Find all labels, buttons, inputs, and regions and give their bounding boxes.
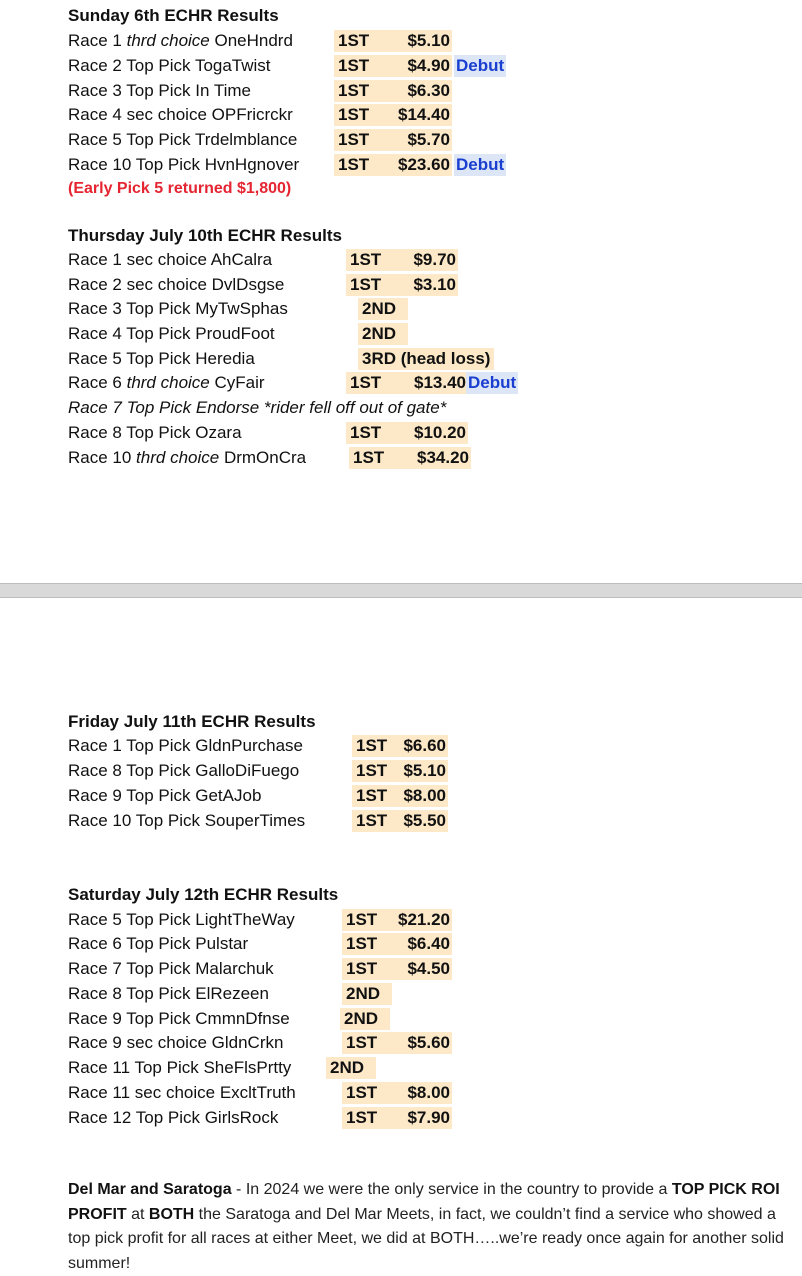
sunday-header: Sunday 6th ECHR Results bbox=[68, 6, 279, 25]
result-row: Race 11 sec choice ExcltTruth 1ST $8.00 bbox=[68, 1083, 450, 1102]
place-badge: 1ST bbox=[349, 447, 411, 469]
result-row: Race 5 Top Pick LightTheWay 1ST $21.20 bbox=[68, 910, 450, 929]
place-badge: 1ST bbox=[334, 55, 402, 77]
place-badge: 1ST bbox=[334, 30, 402, 52]
debut-badge: Debut bbox=[456, 155, 505, 174]
result-row: Race 7 Top Pick Endorse *rider fell off out of gate* bbox=[68, 398, 447, 417]
place-badge: 1ST bbox=[346, 422, 408, 444]
payout: $6.30 bbox=[398, 80, 452, 102]
payout: $8.00 bbox=[394, 785, 448, 807]
payout: $7.90 bbox=[392, 1107, 452, 1129]
friday-header: Friday July 11th ECHR Results bbox=[68, 712, 316, 731]
result-row: Race 4 Top Pick ProudFoot 2ND bbox=[68, 322, 275, 346]
place-badge: 1ST bbox=[352, 785, 398, 807]
payout: $34.20 bbox=[407, 447, 471, 469]
early-pick-note: (Early Pick 5 returned $1,800) bbox=[68, 180, 292, 197]
payout: $6.60 bbox=[394, 735, 448, 757]
place-badge: 2ND bbox=[358, 298, 408, 320]
payout: $4.90 bbox=[398, 55, 452, 77]
result-row: Race 1 Top Pick GldnPurchase 1ST $6.60 bbox=[68, 736, 446, 755]
place-badge: 1ST bbox=[352, 760, 398, 782]
payout: $8.00 bbox=[392, 1082, 452, 1104]
place-badge: 2ND bbox=[358, 323, 408, 345]
result-row: Race 8 Top Pick Ozara 1ST $10.20 bbox=[68, 423, 466, 442]
place-badge: 1ST bbox=[346, 274, 408, 296]
result-row: Race 11 Top Pick SheFlsPrtty 2ND bbox=[68, 1056, 291, 1080]
place-badge: 1ST bbox=[342, 1107, 396, 1129]
result-row: Race 2 sec choice DvlDsgse 1ST $3.10 bbox=[68, 275, 456, 294]
payout: $4.50 bbox=[392, 958, 452, 980]
result-row: Race 5 Top Pick Heredia 3RD (head loss) bbox=[68, 347, 255, 371]
result-row: Race 10 Top Pick SouperTimes 1ST $5.50 bbox=[68, 811, 446, 830]
place-badge: 1ST bbox=[342, 1082, 396, 1104]
place-badge: 1ST bbox=[334, 154, 388, 176]
payout: $5.70 bbox=[398, 129, 452, 151]
result-row: Race 7 Top Pick Malarchuk 1ST $4.50 bbox=[68, 959, 450, 978]
place-badge: 1ST bbox=[342, 958, 396, 980]
thursday-header: Thursday July 10th ECHR Results bbox=[68, 226, 342, 245]
payout: $21.20 bbox=[392, 909, 452, 931]
debut-badge: Debut bbox=[456, 56, 505, 75]
result-row: Race 4 sec choice OPFricrckr 1ST $14.40 bbox=[68, 105, 450, 124]
payout: $10.20 bbox=[404, 422, 468, 444]
place-badge: 1ST bbox=[352, 810, 398, 832]
place-badge: 1ST bbox=[346, 249, 408, 271]
place-badge: 2ND bbox=[342, 983, 392, 1005]
place-badge: 1ST bbox=[346, 372, 408, 394]
page-separator bbox=[0, 583, 802, 598]
place-badge: 1ST bbox=[342, 933, 396, 955]
result-row: Race 6 Top Pick Pulstar 1ST $6.40 bbox=[68, 934, 450, 953]
payout: $6.40 bbox=[392, 933, 452, 955]
result-row: Race 3 Top Pick In Time 1ST $6.30 bbox=[68, 81, 450, 100]
result-row: Race 2 Top Pick TogaTwist 1ST $4.90 Debut bbox=[68, 56, 505, 75]
place-badge: 1ST bbox=[352, 735, 398, 757]
result-row: Race 1 thrd choice OneHndrd 1ST $5.10 bbox=[68, 31, 450, 50]
result-row: Race 12 Top Pick GirlsRock 1ST $7.90 bbox=[68, 1108, 450, 1127]
place-badge: 3RD (head loss) bbox=[358, 348, 494, 370]
result-row: Race 5 Top Pick Trdelmblance 1ST $5.70 bbox=[68, 130, 450, 149]
result-row: Race 6 thrd choice CyFair 1ST $13.40 Debut bbox=[68, 373, 517, 392]
result-row: Race 8 Top Pick ElRezeen 2ND bbox=[68, 982, 269, 1006]
payout: $3.10 bbox=[404, 274, 458, 296]
place-badge: 1ST bbox=[342, 1032, 396, 1054]
place-badge: 1ST bbox=[334, 129, 402, 151]
debut-badge: Debut bbox=[468, 373, 517, 392]
place-badge: 2ND bbox=[326, 1057, 376, 1079]
result-row: Race 1 sec choice AhCalra 1ST $9.70 bbox=[68, 250, 456, 269]
payout: $9.70 bbox=[404, 249, 458, 271]
document-page-1 bbox=[0, 0, 802, 583]
result-row: Race 9 sec choice GldnCrkn 1ST $5.60 bbox=[68, 1033, 450, 1052]
payout: $5.10 bbox=[398, 30, 452, 52]
payout: $5.60 bbox=[392, 1032, 452, 1054]
saturday-header: Saturday July 12th ECHR Results bbox=[68, 885, 339, 904]
place-badge: 1ST bbox=[334, 80, 402, 102]
result-row: Race 10 Top Pick HvnHgnover 1ST $23.60 Debut bbox=[68, 155, 505, 174]
result-row: Race 9 Top Pick GetAJob 1ST $8.00 bbox=[68, 786, 446, 805]
payout: $23.60 bbox=[384, 154, 452, 176]
place-badge: 1ST bbox=[342, 909, 396, 931]
result-row: Race 3 Top Pick MyTwSphas 2ND bbox=[68, 297, 288, 321]
payout: $5.50 bbox=[394, 810, 448, 832]
del-mar-saratoga-paragraph: Del Mar and Saratoga - In 2024 we were the only service in the country to provide a TOP PICK ROI PROFIT at BOTH the Saratoga and Del Mar Meets, in fact, we couldn’t find a service who showed a top pick profit for all races at either Meet, we did at BOTH…..we’re ready once again for another solid summer! bbox=[68, 1181, 784, 1272]
result-row: Race 10 thrd choice DrmOnCra 1ST $34.20 bbox=[68, 448, 469, 467]
place-badge: 1ST bbox=[334, 104, 388, 126]
place-badge: 2ND bbox=[340, 1008, 390, 1030]
result-row: Race 8 Top Pick GalloDiFuego 1ST $5.10 bbox=[68, 761, 446, 780]
result-row: Race 9 Top Pick CmmnDfnse 2ND bbox=[68, 1007, 290, 1031]
payout: $13.40 bbox=[404, 372, 468, 394]
payout: $5.10 bbox=[394, 760, 448, 782]
payout: $14.40 bbox=[384, 104, 452, 126]
